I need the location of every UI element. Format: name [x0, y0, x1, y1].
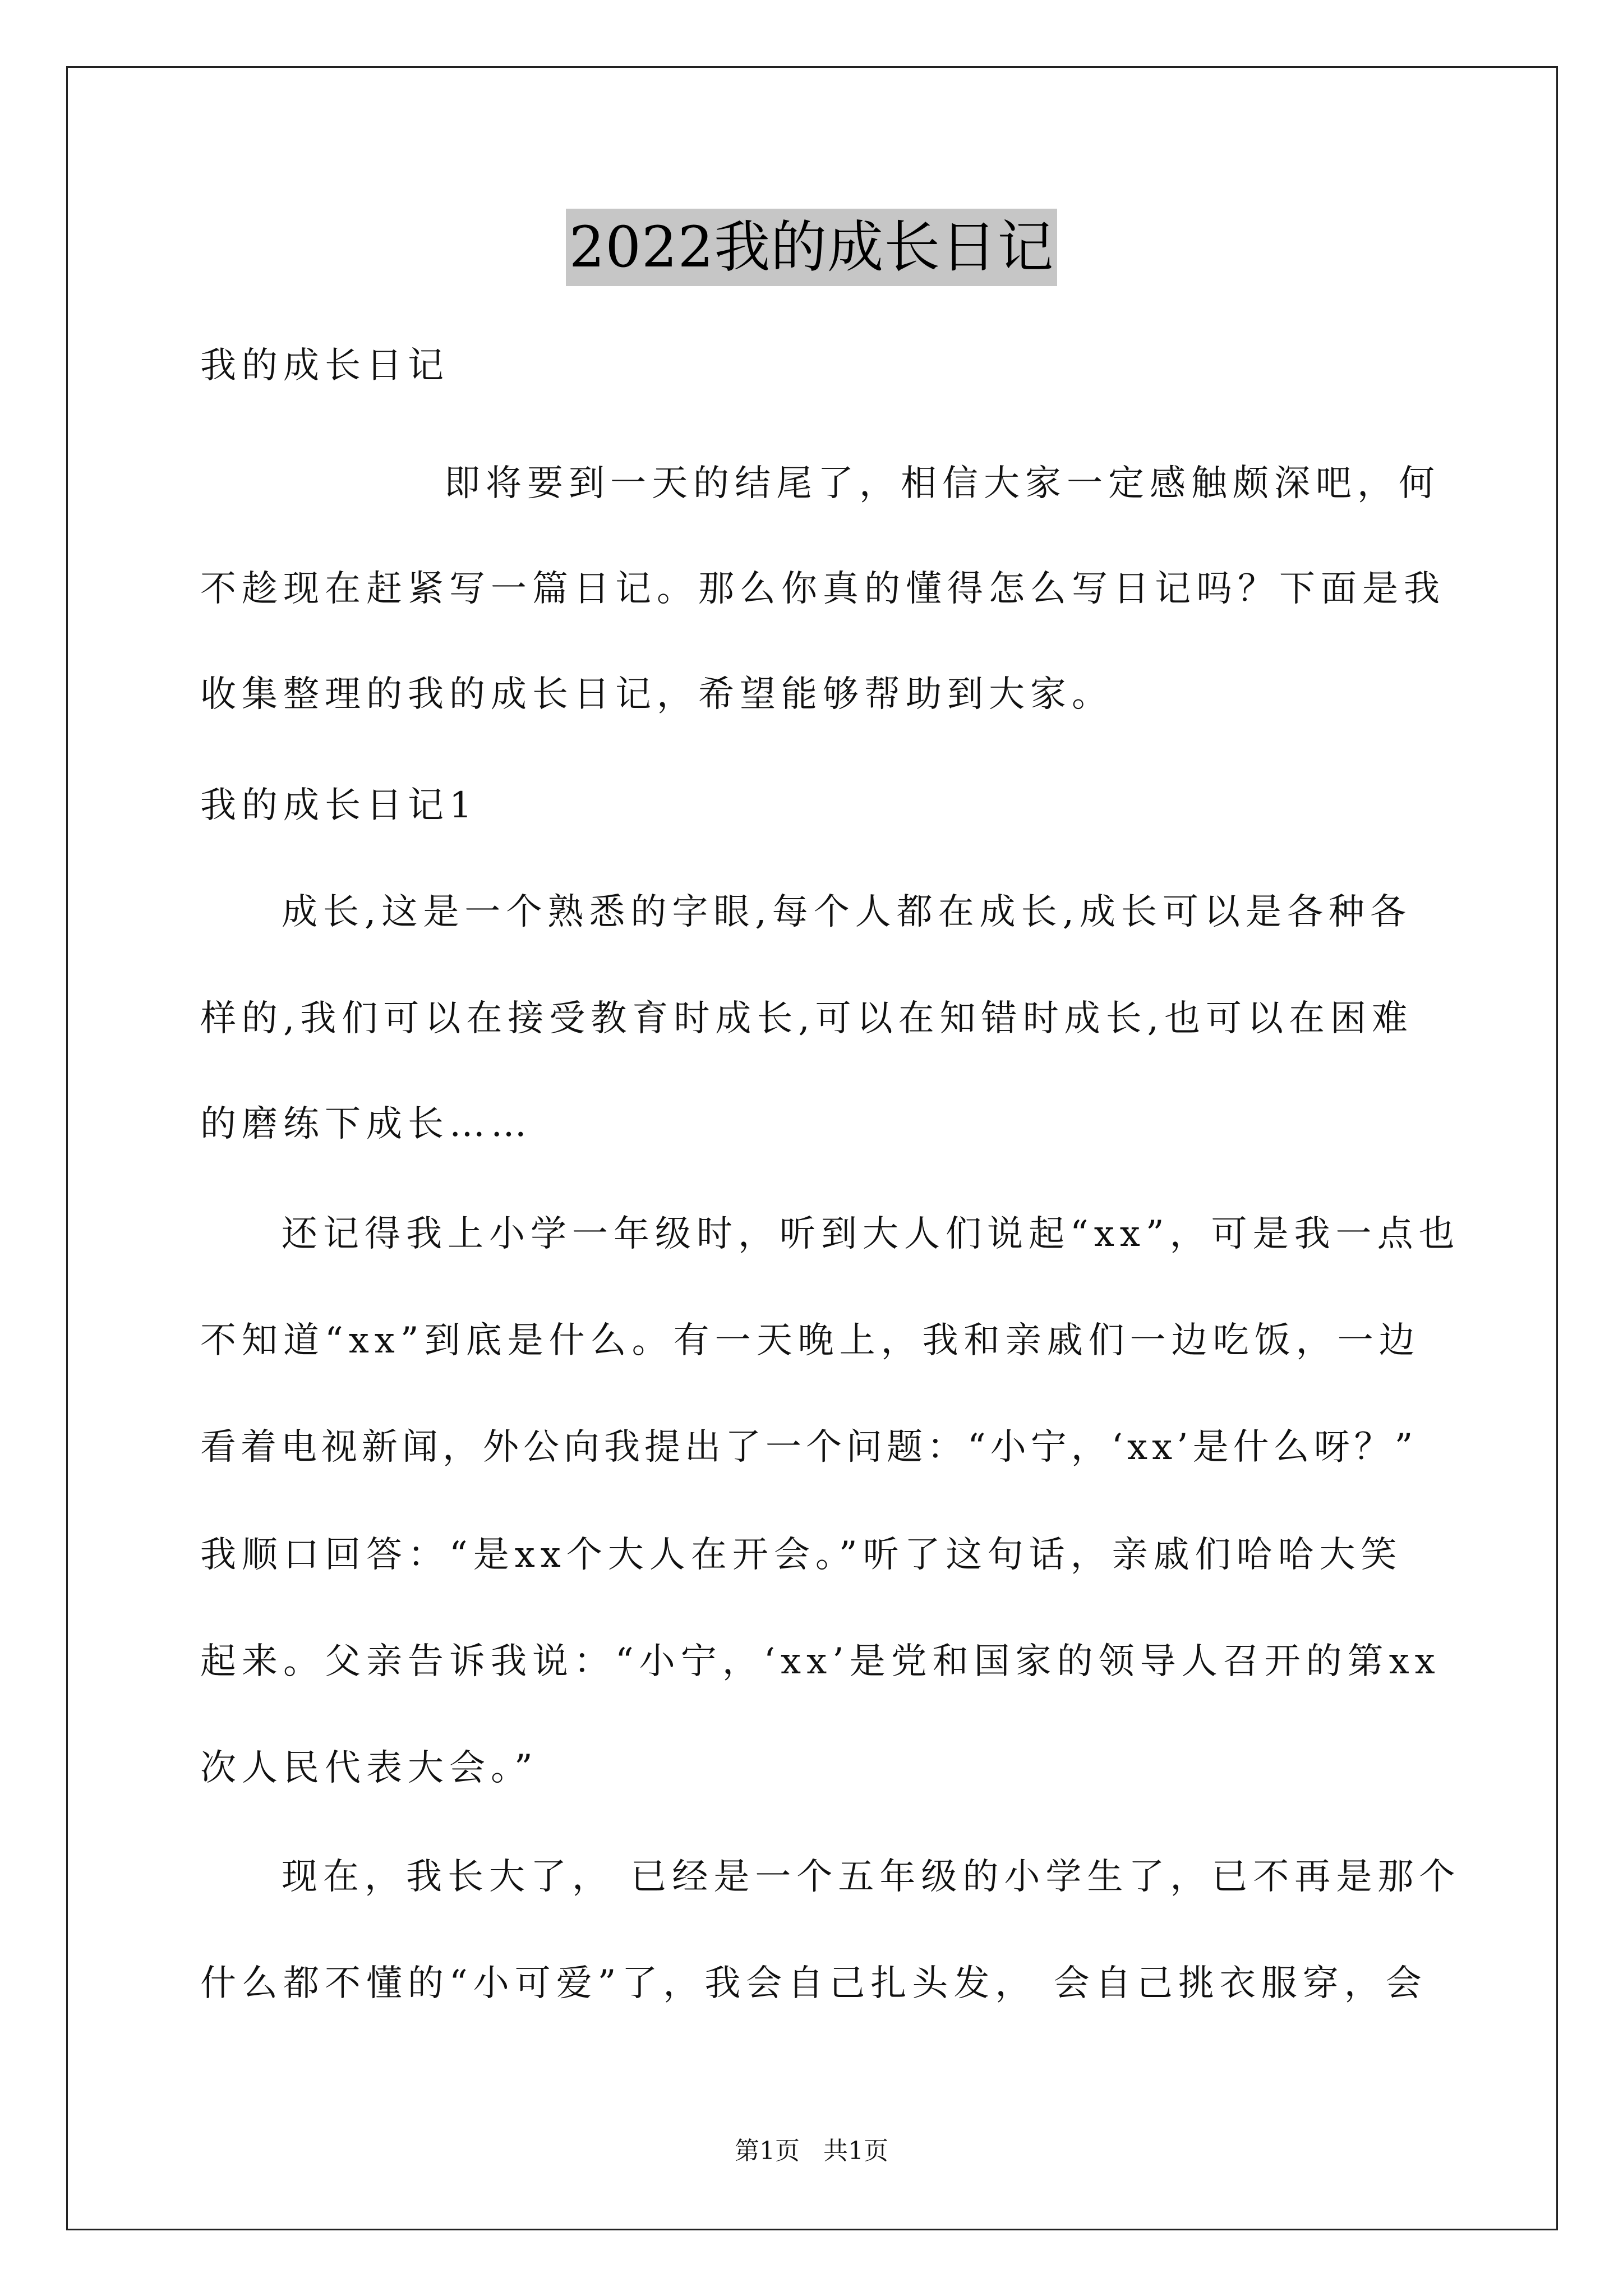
page-number-footer: 第1页 共1页 — [735, 2137, 888, 2165]
paragraph-line: 什么都不懂的“小可爱”了，我会自己扎头发， 会自己挑衣服穿，会 — [200, 1963, 1427, 2004]
paragraph-line: 看着电视新闻，外公向我提出了一个问题：“小宁，‘xx’是什么呀？” — [200, 1427, 1418, 1468]
paragraph-line: 我顺口回答：“是xx个大人在开会。”听了这句话，亲戚们哈哈大笑 — [200, 1534, 1403, 1576]
page-border — [66, 66, 1558, 2230]
paragraph-line: 次人民代表大会。” — [200, 1747, 538, 1789]
paragraph-line: 不知道“xx”到底是什么。有一天晚上，我和亲戚们一边吃饭，一边 — [200, 1320, 1421, 1361]
paragraph-line: 成长,这是一个熟悉的字眼,每个人都在成长,成长可以是各种各 — [282, 891, 1412, 933]
document-title: 2022我的成长日记 — [566, 209, 1058, 286]
title-container — [0, 209, 1623, 286]
intro-line: 收集整理的我的成长日记，希望能够帮助到大家。 — [200, 674, 1113, 715]
paragraph-line: 还记得我上小学一年级时，听到大人们说起“xx”，可是我一点也 — [282, 1213, 1460, 1255]
section-heading: 我的成长日记1 — [200, 785, 478, 826]
paragraph-line: 起来。父亲告诉我说：“小宁，‘xx’是党和国家的领导人召开的第xx — [200, 1641, 1441, 1682]
paragraph-line: 现在，我长大了， 已经是一个五年级的小学生了，已不再是那个 — [282, 1856, 1461, 1898]
intro-line: 即将要到一天的结尾了，相信大家一定感触颇深吧，何 — [444, 463, 1440, 504]
subtitle: 我的成长日记 — [200, 345, 449, 386]
paragraph-line: 的磨练下成长…… — [200, 1103, 532, 1145]
intro-line: 不趁现在赶紧写一篇日记。那么你真的懂得怎么写日记吗？下面是我 — [200, 568, 1445, 610]
paragraph-line: 样的,我们可以在接受教育时成长,可以在知错时成长,也可以在困难 — [200, 998, 1414, 1039]
